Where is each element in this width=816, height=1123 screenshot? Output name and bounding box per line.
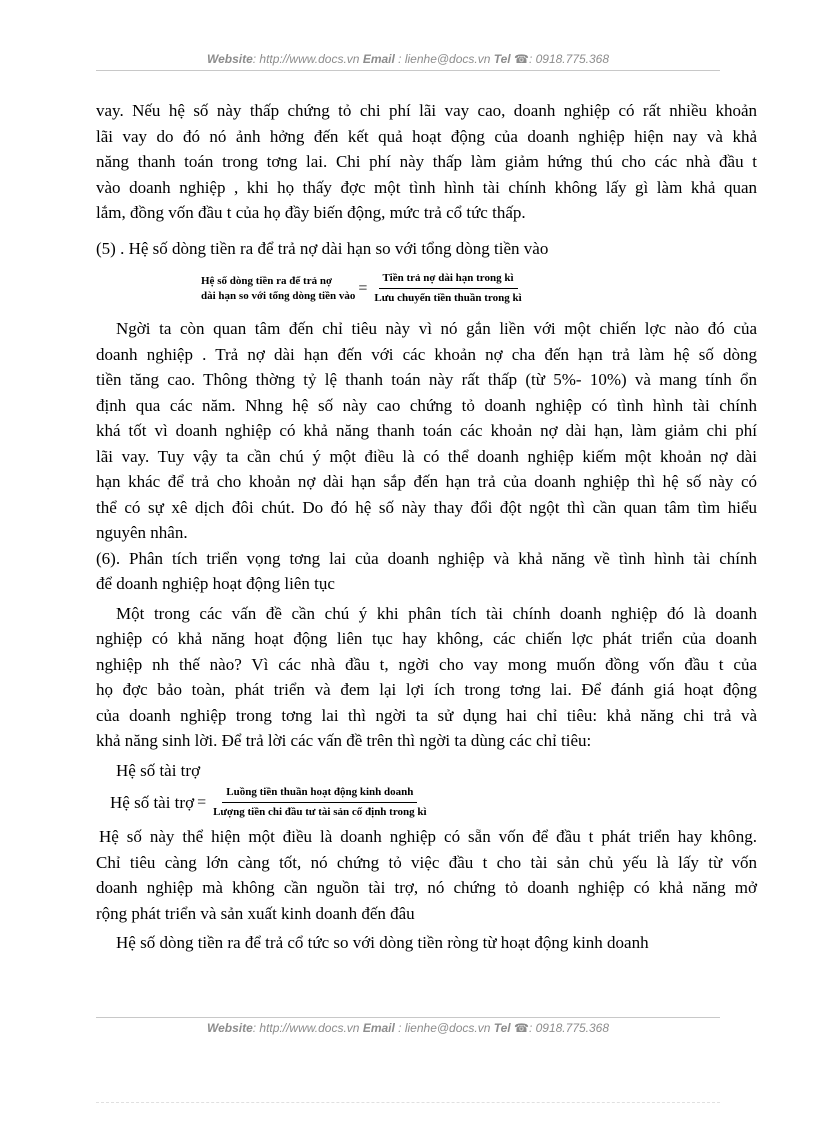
formula-left-line-2: dài hạn so với tổng dòng tiền vào: [201, 289, 356, 302]
formula-denominator: Lượng tiền chi đầu tư tài sản cố định trong kì: [213, 806, 427, 818]
text-line: nguyên nhân.: [96, 523, 188, 542]
text-line: định qua các năm. Nhng hệ số này cao chứng tỏ doanh nghiệp có tình hình tài chính: [96, 395, 757, 415]
formula-fraction: [209, 785, 430, 820]
formula-numerator: Luồng tiền thuần hoạt động kinh doanh: [222, 785, 417, 803]
subheading-funding-ratio: Hệ số tài trợ: [116, 760, 201, 780]
text-line: Ngời ta còn quan tâm đến chỉ tiêu này vì nó gắn liền với một chiến lợc nào đó của: [116, 319, 757, 338]
paragraph-1: [96, 98, 757, 226]
formula-left-side: [201, 274, 355, 304]
formula-left-line-1: Hệ số dòng tiền ra để trả nợ: [201, 274, 333, 287]
page-footer: [96, 1017, 720, 1035]
header-email-label: Email: [362, 52, 395, 66]
header-tel-label: Tel: [493, 52, 511, 66]
formula-numerator: Tiền trả nợ dài hạn trong kì: [379, 271, 518, 289]
header-email: : lienhe@docs.vn: [398, 52, 491, 66]
footer-tel-label: Tel: [493, 1021, 511, 1035]
text-line: vào doanh nghiệp , khi họ thấy đợc một tình hình tài chính không lấy gì làm khả quan: [96, 177, 757, 197]
formula-denominator: Lưu chuyển tiền thuần trong kì: [374, 292, 522, 304]
text-line: Một trong các vấn đề cần chú ý khi phân tích tài chính doanh nghiệp đó là doanh: [116, 603, 757, 623]
page-edge-divider: [96, 1102, 720, 1103]
section-heading-5: (5) . Hệ số dòng tiền ra để trả nợ dài hạn so với tổng dòng tiền vào: [96, 238, 549, 258]
header-tel: ☎: 0918.775.368: [514, 52, 610, 66]
text-line: thể có sự xê dịch đôi chút. Do đó hệ số này thay đổi đột ngột thì cần quan tâm tìm hiểu: [96, 497, 757, 517]
text-line: nghiệp nh thế nào? Vì các nhà đầu t, ngời cho vay mong muốn đồng vốn đầu t của: [96, 654, 757, 674]
text-line: khá tốt vì doanh nghiệp có khả năng thanh toán các khoản nợ dài hạn, làm giảm chi phí: [96, 421, 757, 440]
footer-website-label: Website: [206, 1021, 253, 1035]
text-line: (6). Phân tích triển vọng tơng lai của doanh nghiệp và khả năng về tình hình tài chính: [96, 548, 757, 568]
footer-email: : lienhe@docs.vn: [398, 1021, 491, 1035]
text-line: doanh nghiệp mà không cần nguồn tài trợ, nó chứng tỏ doanh nghiệp có khả năng mở: [96, 878, 757, 897]
header-website-label: Website: [206, 52, 253, 66]
text-line: Chỉ tiêu càng lớn càng tốt, nó chứng tỏ việc đầu t cho tài sản chủ yếu là lấy từ vốn: [96, 852, 757, 872]
header-website: : http://www.docs.vn: [252, 52, 360, 66]
footer-website: : http://www.docs.vn: [252, 1021, 360, 1035]
text-line: nghiệp có khả năng hoạt động liên tục hay không, các chiến lợc phát triển của doanh: [96, 629, 757, 648]
paragraph-3: [96, 601, 757, 754]
text-line: Hệ số này thể hiện một điều là doanh nghiệp có sẵn vốn để đầu t phát triển hay không.: [99, 827, 757, 846]
footer-email-label: Email: [362, 1021, 395, 1035]
text-line: hạn khác để trả cho khoản nợ dài hạn sắp đến hạn trả của doanh nghiệp thì hệ số này có: [96, 472, 757, 491]
paragraph-4: [96, 824, 757, 926]
subheading-dividend-ratio: Hệ số dòng tiền ra để trả cổ tức so với dòng tiền ròng từ hoạt động kinh doanh: [116, 933, 649, 952]
formula-debt-repayment-ratio: [201, 271, 757, 306]
text-line: lãi vay. Tuy vậy ta cần chú ý một điều là có thể doanh nghiệp kiếm một khoản nợ dài: [96, 446, 757, 466]
text-line: vay. Nếu hệ số này thấp chứng tỏ chi phí lãi vay cao, doanh nghiệp có rất nhiều khoản: [96, 101, 757, 120]
formula-funding-ratio: [110, 785, 757, 820]
text-line: khả năng sinh lời. Để trả lời các vấn đề trên thì ngời ta dùng các chỉ tiêu:: [96, 731, 592, 750]
footer-tel: ☎: 0918.775.368: [514, 1021, 610, 1035]
text-line: để doanh nghiệp hoạt động liên tục: [96, 574, 335, 593]
formula-fraction: [370, 271, 525, 306]
text-line: năng thanh toán trong tơng lai. Chi phí này thấp làm giảm hứng thú cho các nhà đầu t: [96, 152, 757, 171]
equals-sign: =: [358, 280, 368, 297]
text-line: lắm, đồng vốn đầu t của họ đầy biến động, mức trả cổ tức thấp.: [96, 203, 526, 222]
text-line: họ đợc bảo toàn, phát triển và đem lại lợi ích trong tơng lai. Để đánh giá hoạt động: [96, 680, 757, 699]
section-heading-6: [96, 546, 757, 597]
text-line: lãi vay do đó nó ảnh hởng đến kết quả hoạt động của doanh nghiệp hiện nay và khả: [96, 126, 757, 146]
text-line: rộng phát triển và sản xuất kinh doanh đến đâu: [96, 903, 415, 923]
document-body: [96, 98, 757, 956]
page-header: [96, 52, 720, 71]
text-line: của doanh nghiệp trong tơng lai thì ngời ta sử dụng hai chỉ tiêu: khả năng chi trả và: [96, 705, 757, 725]
equals-sign: =: [197, 794, 207, 811]
text-line: doanh nghiệp . Trả nợ dài hạn đến với các khoản nợ cha đến hạn trả làm hệ số dòng: [96, 344, 757, 364]
formula-label: Hệ số tài trợ: [110, 793, 195, 812]
paragraph-2: [96, 316, 757, 546]
text-line: tiền tăng cao. Thông thờng tỷ lệ thanh toán này rất thấp (từ 5%- 10%) và mang tính ổn: [96, 370, 757, 389]
